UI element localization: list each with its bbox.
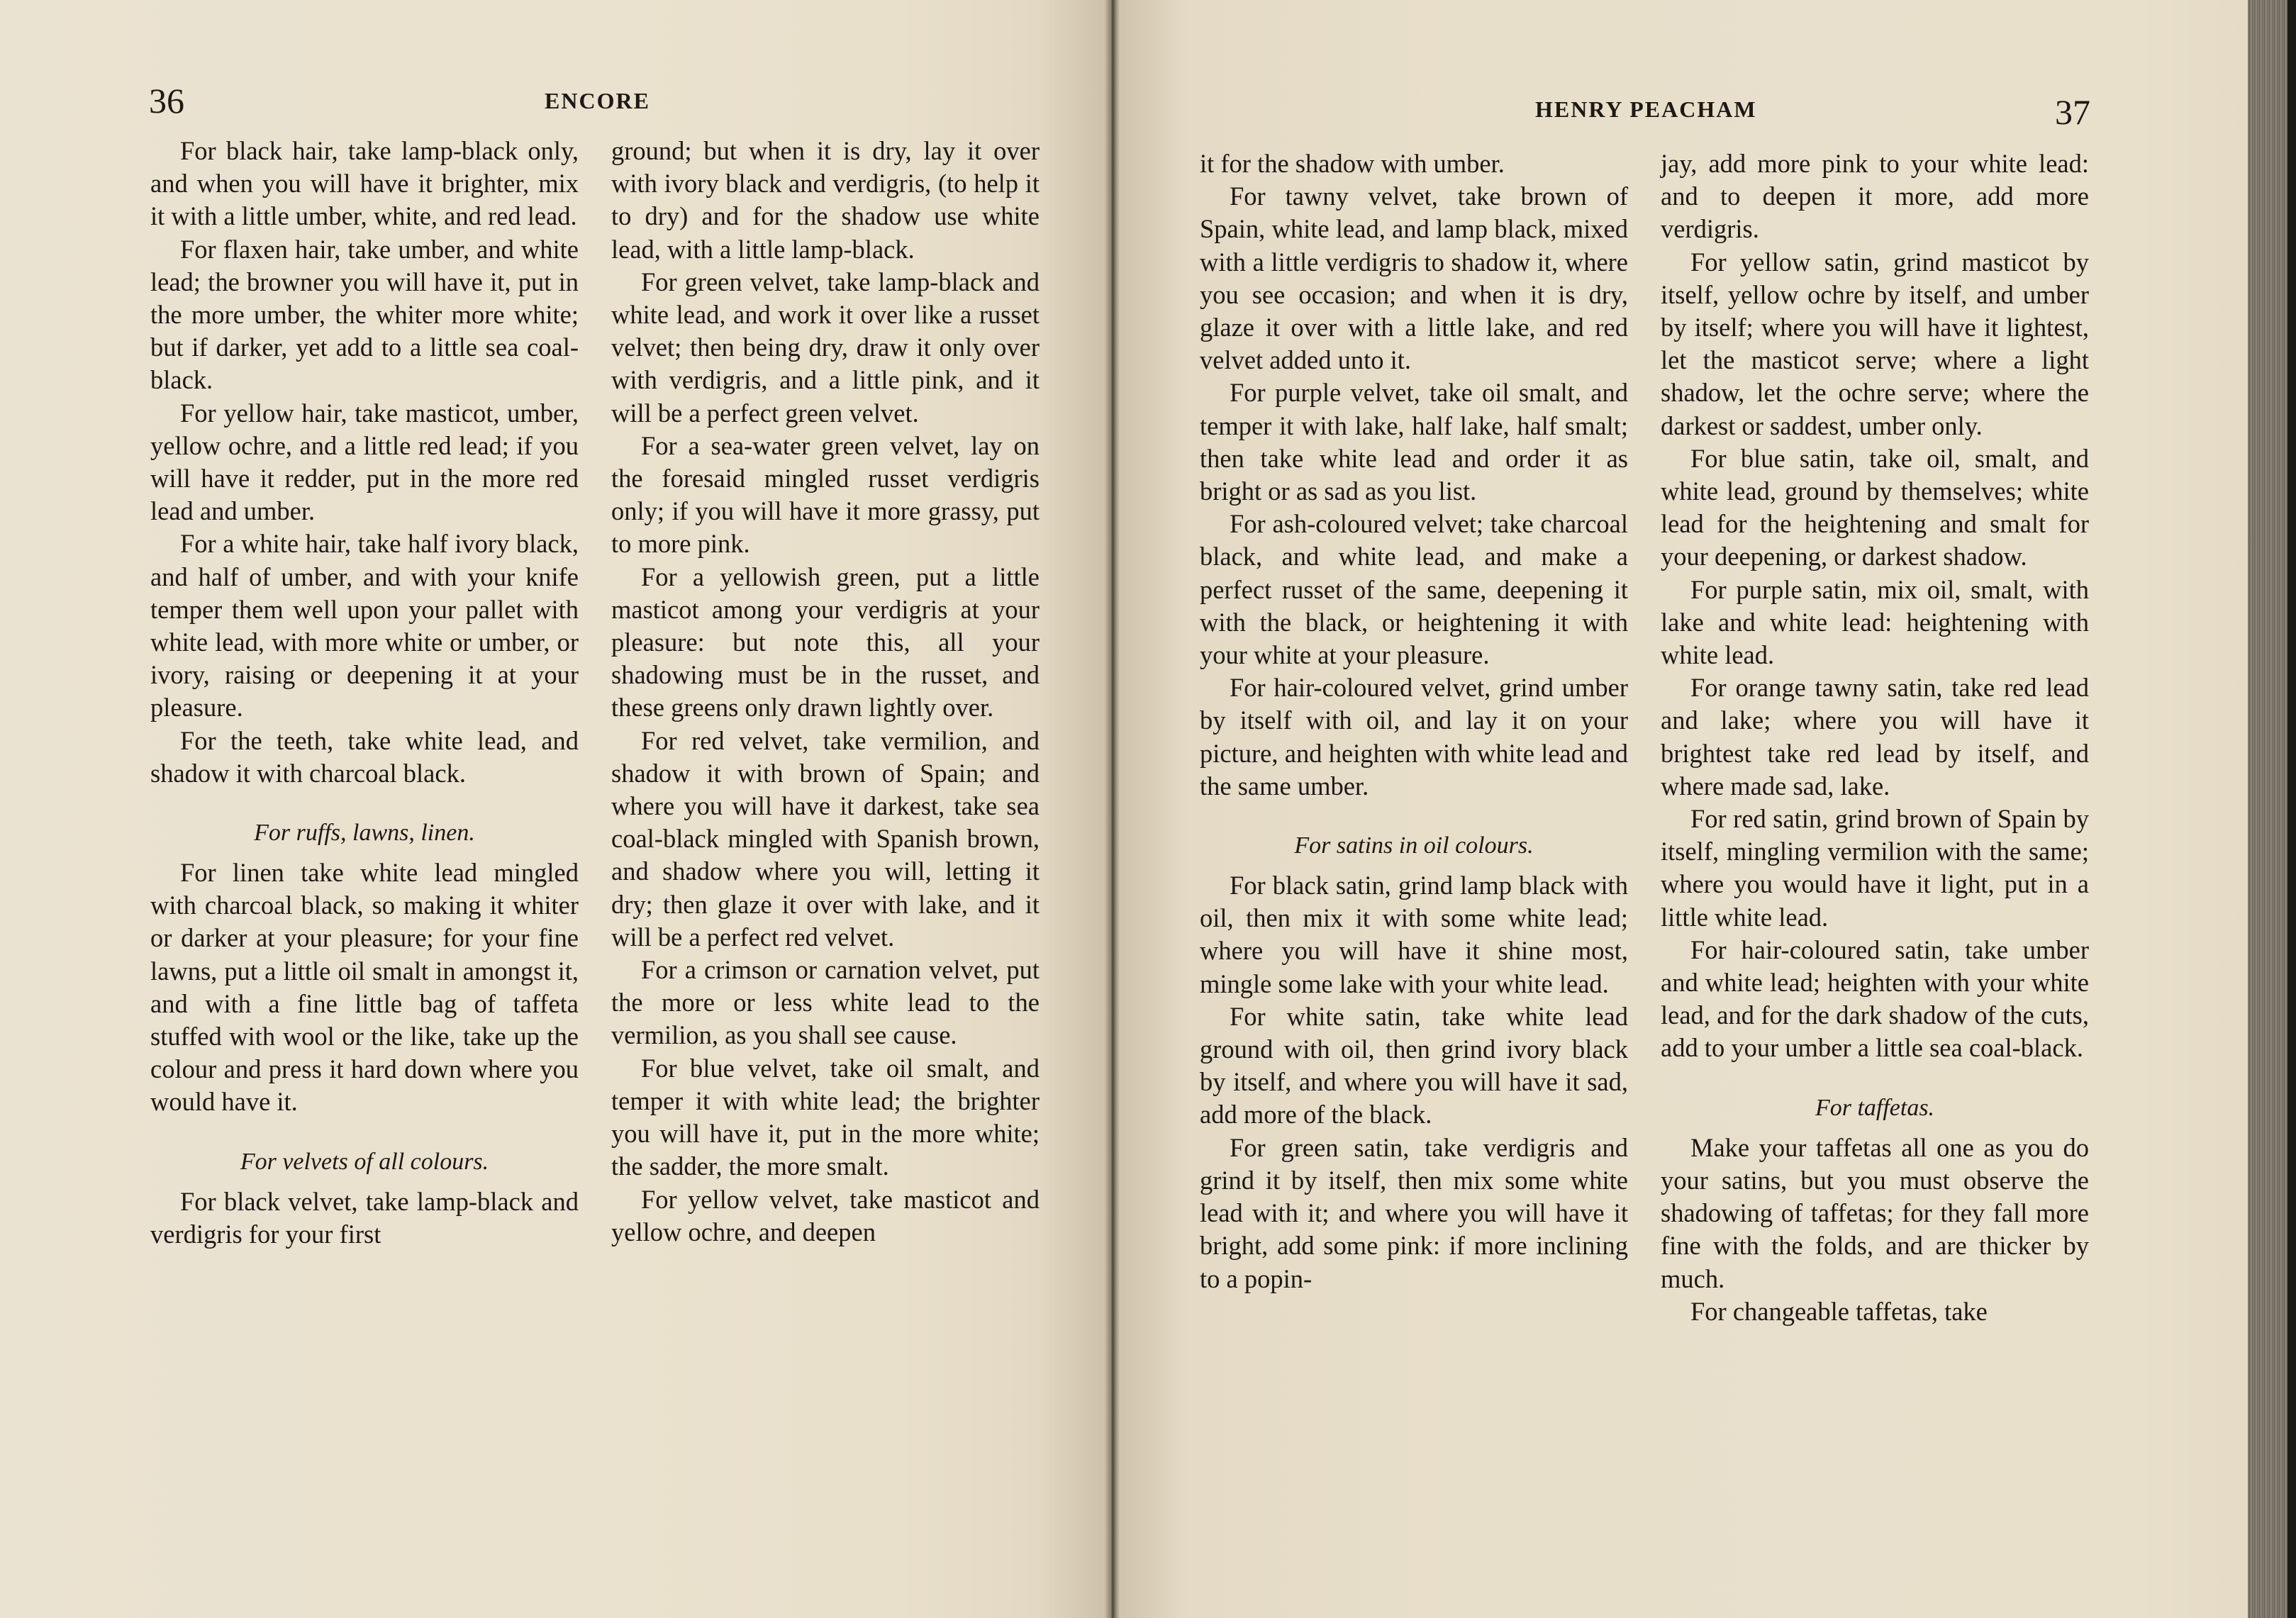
left-page-column-1 xyxy=(150,135,579,1251)
right-page-column-1 xyxy=(1200,147,1628,1295)
page-number-left: 36 xyxy=(149,81,184,121)
paragraph: For orange tawny satin, take red lead and lake; where you will have it brightest take red lead by itself, and where made sad, lake. xyxy=(1661,673,2089,800)
paragraph: For a yellowish green, put a little masticot among your verdigris at your pleasure: but note this, all your shadowing must be in the russet, and these greens only drawn lightly over. xyxy=(611,562,1040,722)
paragraph: For purple velvet, take oil smalt, and temper it with lake, half lake, half smalt; then take white lead and order it as bright or as sad as you list. xyxy=(1200,378,1628,506)
page-number-right: 37 xyxy=(2055,92,2090,132)
paragraph: For black satin, grind lamp black with oil, then mix it with some white lead; where you will have it shine most, mingle some lake with your white lead. xyxy=(1200,871,1628,998)
continued-paragraph: jay, add more pink to your white lead: and to deepen it more, add more verdigris. xyxy=(1661,149,2089,244)
running-head-right: HENRY PEACHAM xyxy=(1535,96,1757,122)
running-head-left: ENCORE xyxy=(545,88,650,113)
paragraph: For yellow velvet, take masticot and yellow ochre, and deepen xyxy=(611,1184,1040,1246)
section-heading: For satins in oil colours. xyxy=(1294,832,1534,859)
paragraph: For tawny velvet, take brown of Spain, white lead, and lamp black, mixed with a little verdigris to shadow it, where you see occasion; and when it is dry, glaze it over with a little lake, and red velvet added unto it. xyxy=(1200,182,1628,375)
paragraph: For flaxen hair, take umber, and white lead; the browner you will have it, put in the more umber, the whiter more white; but if darker, yet add to a little sea coal-black. xyxy=(150,234,579,395)
right-page-column-2 xyxy=(1661,147,2089,1328)
book-gutter xyxy=(1103,0,1120,1618)
paragraph: For the teeth, take white lead, and shadow it with charcoal black. xyxy=(150,725,579,788)
continued-paragraph: it for the shadow with umber. xyxy=(1200,149,1505,178)
continued-paragraph: ground; but when it is dry, lay it over with ivory black and verdigris, (to help it to dry) and for the shadow use white lead, with a little lamp-black. xyxy=(611,136,1040,264)
section-heading: For ruffs, lawns, linen. xyxy=(254,820,475,847)
paragraph: For blue satin, take oil, smalt, and white lead, ground by themselves; white lead for the heightening and smalt for your deepening, or darkest shadow. xyxy=(1661,443,2089,571)
paragraph: For changeable taffetas, take xyxy=(1690,1296,1988,1326)
paragraph: For black velvet, take lamp-black and verdigris for your first xyxy=(150,1186,579,1249)
left-page xyxy=(0,0,1118,1618)
left-page-column-2 xyxy=(611,135,1040,1249)
paragraph: For green velvet, take lamp-black and white lead, and work it over like a russet velvet; then being dry, draw it only over with verdigris, and a little pink, and it will be a perfect green velvet. xyxy=(611,267,1040,428)
paragraph: For a sea-water green velvet, lay on the foresaid mingled russet verdigris only; if you will have it more grassy, put to more pink. xyxy=(611,430,1040,559)
paragraph: For blue velvet, take oil smalt, and temper it with white lead; the brighter you will have it, put in the more white; the sadder, the more smalt. xyxy=(611,1053,1040,1181)
book-cover-edge xyxy=(2287,0,2296,1618)
paragraph: For black hair, take lamp-black only, and when you will have it brighter, mix it with a little umber, white, and red lead. xyxy=(150,136,579,231)
paragraph: For ash-coloured velvet; take charcoal black, and white lead, and make a perfect russet of the same, deepening it with the black, or heightening it with your white at your pleasure. xyxy=(1200,509,1628,670)
paragraph: For white satin, take white lead ground with oil, then grind ivory black by itself, and where you will have it sad, add more of the black. xyxy=(1200,1001,1628,1129)
paragraph: Make your taffetas all one as you do your satins, but you must observe the shadowing of taffetas; for they fall more fine with the folds, and are thicker by much. xyxy=(1661,1132,2089,1293)
paragraph: For hair-coloured velvet, grind umber by itself with oil, and lay it on your picture, and heighten with white lead and the same umber. xyxy=(1200,673,1628,800)
paragraph: For a white hair, take half ivory black, and half of umber, and with your knife temper them well upon your pallet with white lead, with more white or umber, or ivory, raising or deepening it at your pleasure. xyxy=(150,529,579,722)
section-heading: For taffetas. xyxy=(1815,1094,1935,1121)
section-heading: For velvets of all colours. xyxy=(240,1148,489,1175)
paragraph: For yellow hair, take masticot, umber, yellow ochre, and a little red lead; if you will have it redder, put in the more red lead and umber. xyxy=(150,398,579,526)
paragraph: For hair-coloured satin, take umber and white lead; heighten with your white lead, and for the dark shadow of the cuts, add to your umber a little sea coal-black. xyxy=(1661,934,2089,1063)
right-page xyxy=(1120,0,2248,1618)
paragraph: For a crimson or carnation velvet, put the more or less white lead to the vermilion, as you shall see cause. xyxy=(611,955,1040,1050)
paragraph: For purple satin, mix oil, smalt, with lake and white lead: heightening with white lead. xyxy=(1661,574,2089,670)
paragraph: For red velvet, take vermilion, and shadow it with brown of Spain; and where you will have it darkest, take sea coal-black mingled with Spanish brown, and shadow where you will, letting it dry; then glaze it over with lake, and it will be a perfect red velvet. xyxy=(611,725,1040,952)
paragraph: For green satin, take verdigris and grind it by itself, then mix some white lead with it; and where you will have it bright, add some pink: if more inclining to a popin- xyxy=(1200,1132,1628,1293)
paragraph: For yellow satin, grind masticot by itself, yellow ochre by itself, and umber by itself; where you will have it lightest, let the masticot serve; where a light shadow, let the ochre serve; where the darkest or saddest, umber only. xyxy=(1661,247,2089,440)
paragraph: For linen take white lead mingled with charcoal black, so making it whiter or darker at your pleasure; for your fine lawns, put a little oil smalt in amongst it, and with a fine little bag of taffeta stuffed with wool or the like, take up the colour and press it hard down where you would have it. xyxy=(150,858,579,1117)
paragraph: For red satin, grind brown of Spain by itself, mingling vermilion with the same; where you would have it light, put in a little white lead. xyxy=(1661,804,2089,932)
